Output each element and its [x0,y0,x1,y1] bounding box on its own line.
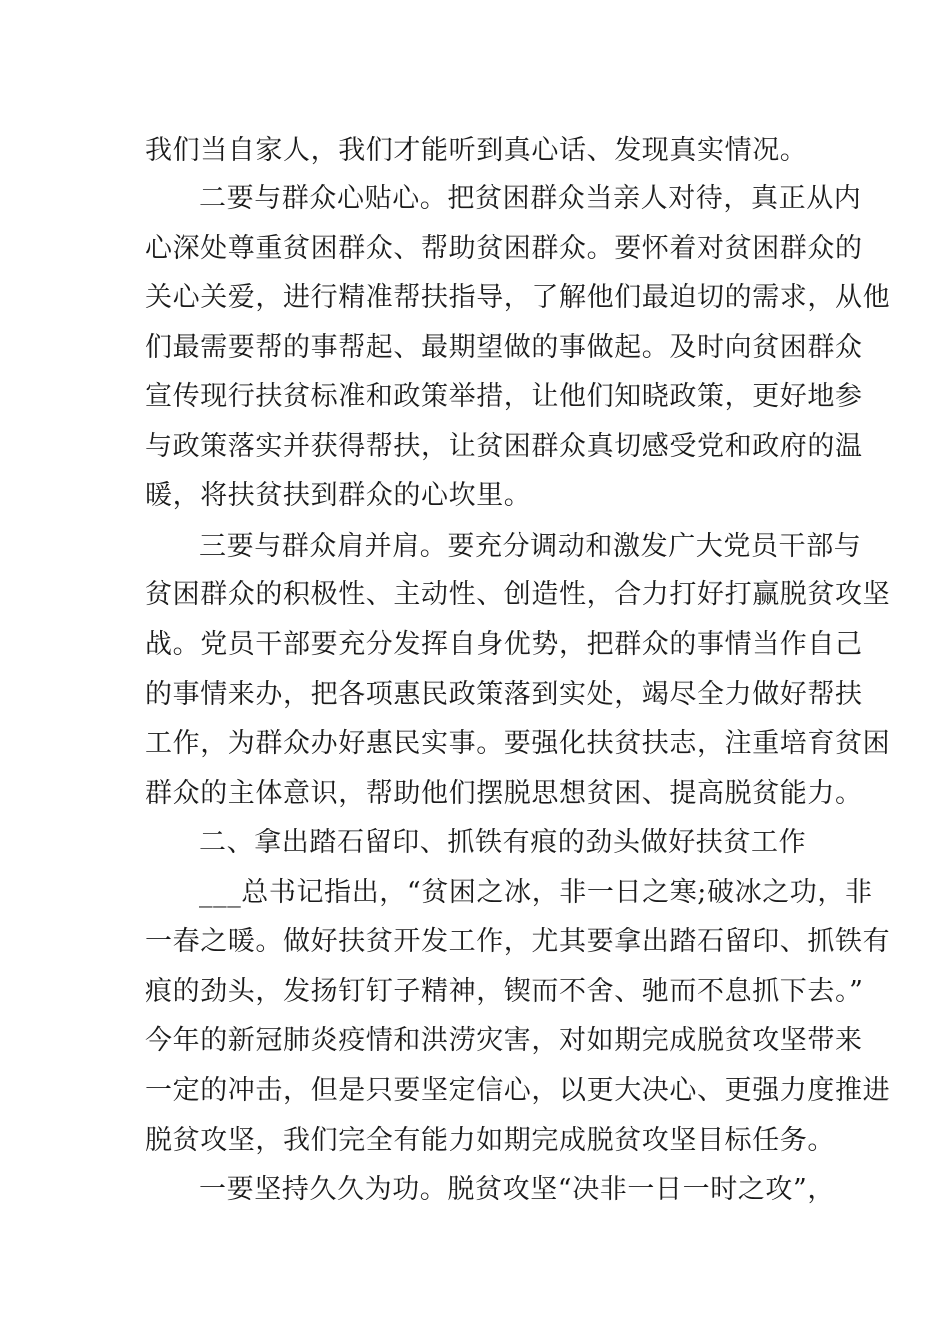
text-line: 关心关爱，进行精准帮扶指导，了解他们最迫切的需求，从他 [145,282,891,313]
section-heading: 二、拿出踏石留印、抓铁有痕的劲头做好扶贫工作 [199,827,807,858]
text-line: 脱贫攻坚，我们完全有能力如期完成脱贫攻坚目标任务。 [145,1125,835,1156]
text-line: 们最需要帮的事帮起、最期望做的事做起。及时向贫困群众 [145,332,863,363]
text-line: 与政策落实并获得帮扶，让贫困群众真切感受党和政府的温 [145,431,863,462]
text-line: 一春之暖。做好扶贫开发工作，尤其要拿出踏石留印、抓铁有 [145,926,891,957]
text-line: 暖，将扶贫扶到群众的心坎里。 [145,480,532,511]
text-line: 战。党员干部要充分发挥自身优势，把群众的事情当作自己 [145,629,863,660]
paragraph-start-line: 一要坚持久久为功。脱贫攻坚“决非一日一时之攻”， [199,1174,836,1205]
paragraph-start-line: 二要与群众心贴心。把贫困群众当亲人对待，真正从内 [199,183,862,214]
text-line: 宣传现行扶贫标准和政策举措，让他们知晓政策，更好地参 [145,381,863,412]
text-line: 痕的劲头，发扬钉钉子精神，锲而不舍、驰而不息抓下去。” [145,976,864,1007]
text-line: 我们当自家人，我们才能听到真心话、发现真实情况。 [145,135,808,166]
text-line: 工作，为群众办好惠民实事。要强化扶贫扶志，注重培育贫困 [145,728,891,759]
paragraph-start-line: ___总书记指出，“贫困之冰，非一日之寒;破冰之功，非 [199,877,873,908]
text-line: 群众的主体意识，帮助他们摆脱思想贫困、提高脱贫能力。 [145,778,863,809]
paragraph-start-line: 三要与群众肩并肩。要充分调动和激发广大党员干部与 [199,531,862,562]
text-line: 心深处尊重贫困群众、帮助贫困群众。要怀着对贫困群众的 [145,233,863,264]
text-line: 的事情来办，把各项惠民政策落到实处，竭尽全力做好帮扶 [145,679,863,710]
text-line: 今年的新冠肺炎疫情和洪涝灾害，对如期完成脱贫攻坚带来 [145,1025,863,1056]
text-line: 一定的冲击，但是只要坚定信心，以更大决心、更强力度推进 [145,1075,891,1106]
text-line: 贫困群众的积极性、主动性、创造性，合力打好打赢脱贫攻坚 [145,579,891,610]
